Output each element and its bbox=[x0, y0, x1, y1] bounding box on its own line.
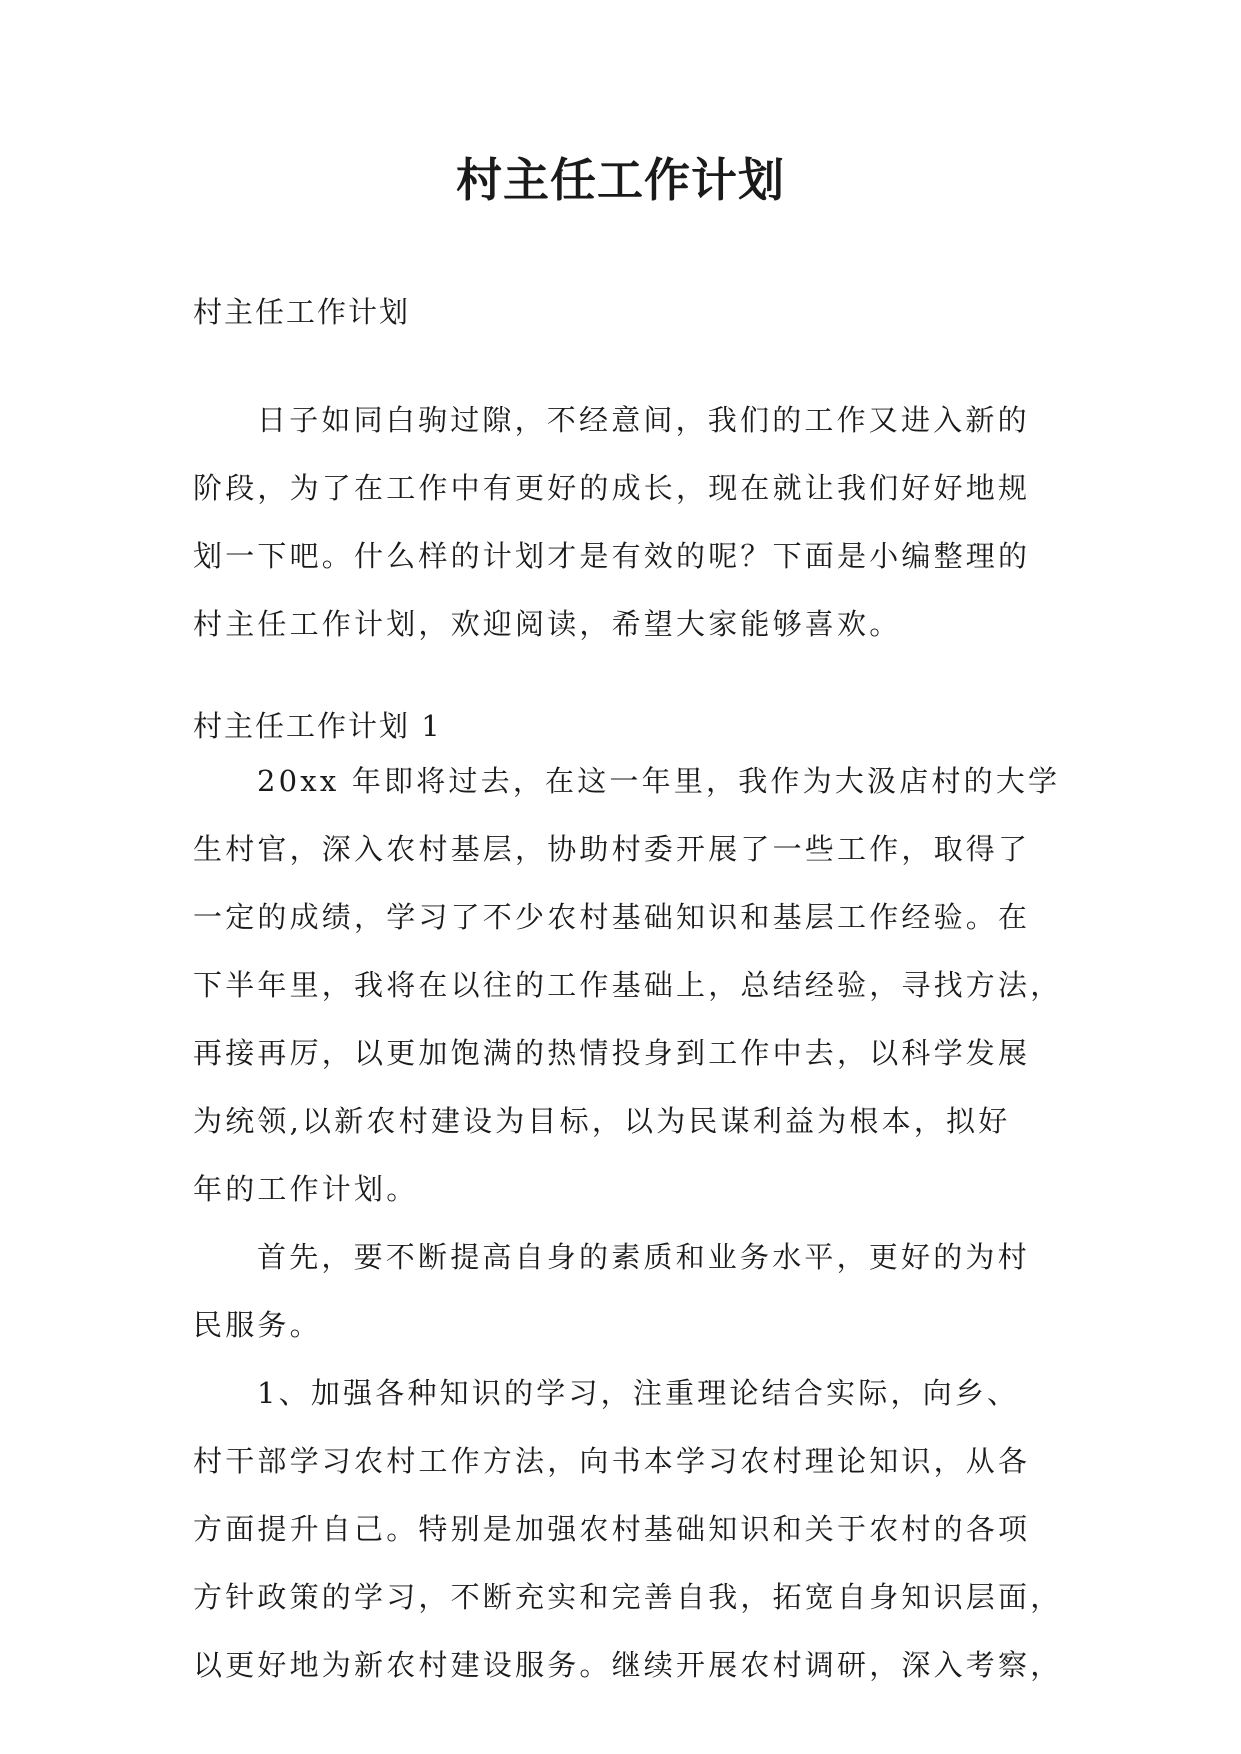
document-title: 村主任工作计划 bbox=[456, 153, 785, 207]
body-line: 下半年里，我将在以往的工作基础上，总结经验，寻找方法， bbox=[193, 968, 1063, 1002]
intro-paragraph bbox=[193, 386, 1059, 658]
body-line: 方针政策的学习，不断充实和完善自我，拓宽自身知识层面， bbox=[193, 1580, 1063, 1614]
body-line: 一定的成绩，学习了不少农村基础知识和基层工作经验。在 bbox=[193, 900, 1031, 934]
section-body bbox=[193, 747, 1063, 1699]
body-line: 为统领,以新农村建设为目标，以为民谋利益为根本，拟好 bbox=[193, 1104, 1011, 1138]
body-line: 年的工作计划。 bbox=[193, 1172, 419, 1206]
document-subtitle: 村主任工作计划 bbox=[193, 295, 411, 329]
body-line: 1、加强各种知识的学习，注重理论结合实际，向乡、 bbox=[257, 1376, 1020, 1410]
intro-line: 村主任工作计划，欢迎阅读，希望大家能够喜欢。 bbox=[193, 607, 902, 641]
body-line: 20xx 年即将过去，在这一年里，我作为大汲店村的大学 bbox=[257, 764, 1061, 798]
body-line: 再接再厉，以更加饱满的热情投身到工作中去，以科学发展 bbox=[193, 1036, 1031, 1070]
section-heading: 村主任工作计划 1 bbox=[193, 709, 442, 743]
body-line: 民服务。 bbox=[193, 1308, 322, 1342]
body-line: 方面提升自己。特别是加强农村基础知识和关于农村的各项 bbox=[193, 1512, 1031, 1546]
intro-line: 日子如同白驹过隙，不经意间，我们的工作又进入新的 bbox=[257, 403, 1030, 437]
body-line: 生村官，深入农村基层，协助村委开展了一些工作，取得了 bbox=[193, 832, 1031, 866]
body-line: 以更好地为新农村建设服务。继续开展农村调研，深入考察， bbox=[193, 1648, 1063, 1682]
intro-line: 划一下吧。什么样的计划才是有效的呢？下面是小编整理的 bbox=[193, 539, 1031, 573]
body-line: 首先，要不断提高自身的素质和业务水平，更好的为村 bbox=[257, 1240, 1030, 1274]
body-line: 村干部学习农村工作方法，向书本学习农村理论知识，从各 bbox=[193, 1444, 1031, 1478]
intro-line: 阶段，为了在工作中有更好的成长，现在就让我们好好地规 bbox=[193, 471, 1031, 505]
